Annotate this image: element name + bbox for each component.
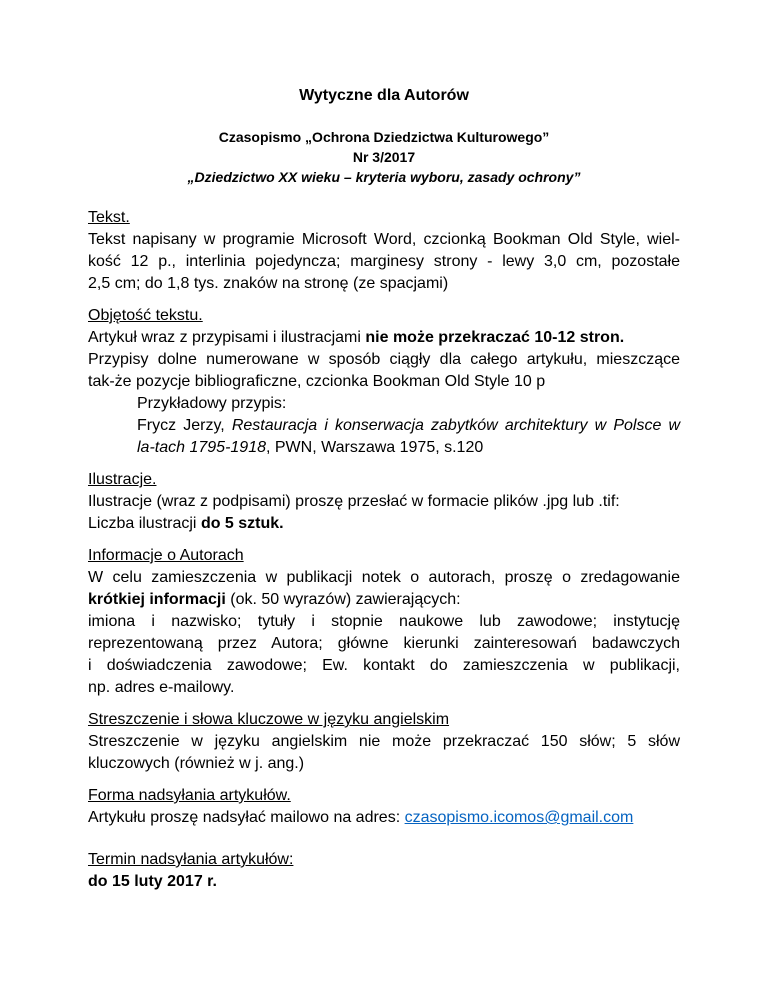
text-line — [88, 513, 284, 535]
text-line: imiona i nazwisko; tytuły i stopnie naukowe lub zawodowe; instytucję — [88, 613, 680, 630]
text-emphasis: do 5 sztuk. — [200, 515, 284, 532]
text-line: np. adres e-mailowy. — [88, 679, 235, 696]
section-heading-forma: Forma nadsyłania artykułów. — [88, 787, 291, 804]
document-title: Wytyczne dla Autorów — [299, 87, 469, 104]
text-line — [88, 807, 633, 829]
text-fragment: (ok. 50 wyrazów) zawierających: — [225, 591, 461, 608]
text-line: Przypisy dolne numerowane w sposób ciągły dla całego artykułu, mieszczące — [88, 351, 680, 368]
section-heading-ilustracje: Ilustracje. — [88, 471, 157, 488]
text-line — [88, 327, 624, 349]
section-heading-informacje: Informacje o Autorach — [88, 547, 244, 564]
text-emphasis: nie może przekraczać 10-12 stron. — [365, 329, 625, 346]
text-fragment: Frycz Jerzy, — [137, 417, 232, 434]
section-heading-streszczenie: Streszczenie i słowa kluczowe w języku angielskim — [88, 711, 450, 728]
text-fragment: , PWN, Warszawa 1975, s.120 — [265, 439, 484, 456]
text-line: kość 12 p., interlinia pojedyncza; marginesy strony - lewy 3,0 cm, pozostałe — [88, 253, 680, 270]
issue-theme: „Dziedzictwo XX wieku – kryteria wyboru, zasady ochrony” — [187, 169, 581, 185]
text-line: kluczowych (również w j. ang.) — [88, 755, 305, 772]
text-line — [88, 589, 461, 611]
text-italic: la-tach 1795-1918 — [137, 439, 266, 456]
deadline-date: do 15 luty 2017 r. — [88, 873, 217, 890]
section-heading-tekst: Tekst. — [88, 209, 130, 226]
text-line: i doświadczenia zawodowe; Ew. kontakt do zamieszczenia w publikacji, — [88, 657, 680, 674]
text-line: Tekst napisany w programie Microsoft Word, czcionką Bookman Old Style, wiel- — [88, 231, 680, 248]
text-line: Streszczenie w języku angielskim nie może przekraczać 150 słów; 5 słów — [88, 733, 680, 750]
example-label: Przykładowy przypis: — [137, 395, 287, 412]
text-line: tak-że pozycje bibliograficzne, czcionka Bookman Old Style 10 p — [88, 373, 546, 390]
text-emphasis: krótkiej informacji — [88, 591, 226, 608]
email-link[interactable]: czasopismo.icomos@gmail.com — [404, 809, 634, 826]
text-fragment: Artykuł wraz z przypisami i ilustracjami — [88, 329, 366, 346]
text-line: Ilustracje (wraz z podpisami) proszę przesłać w formacie plików .jpg lub .tif: — [88, 493, 620, 510]
section-heading-objetosc: Objętość tekstu. — [88, 307, 203, 324]
issue-number: Nr 3/2017 — [352, 149, 416, 165]
deadline-line — [88, 871, 217, 893]
text-fragment: Artykułu proszę nadsyłać mailowo na adres: — [88, 809, 405, 826]
journal-name: Czasopismo „Ochrona Dziedzictwa Kulturowego” — [218, 129, 550, 145]
example-footnote-line — [137, 437, 483, 459]
text-line: 2,5 cm; do 1,8 tys. znaków na stronę (ze spacjami) — [88, 275, 449, 292]
text-line: reprezentowaną przez Autora; główne kierunki zainteresowań badawczych — [88, 635, 680, 652]
text-fragment: Liczba ilustracji — [88, 515, 201, 532]
text-italic: Restauracja i konserwacja zabytków architektury w Polsce w — [231, 417, 681, 434]
section-heading-termin: Termin nadsyłania artykułów: — [88, 851, 294, 868]
example-footnote-line — [137, 415, 680, 437]
text-line: W celu zamieszczenia w publikacji notek o autorach, proszę o zredagowanie — [88, 569, 680, 586]
